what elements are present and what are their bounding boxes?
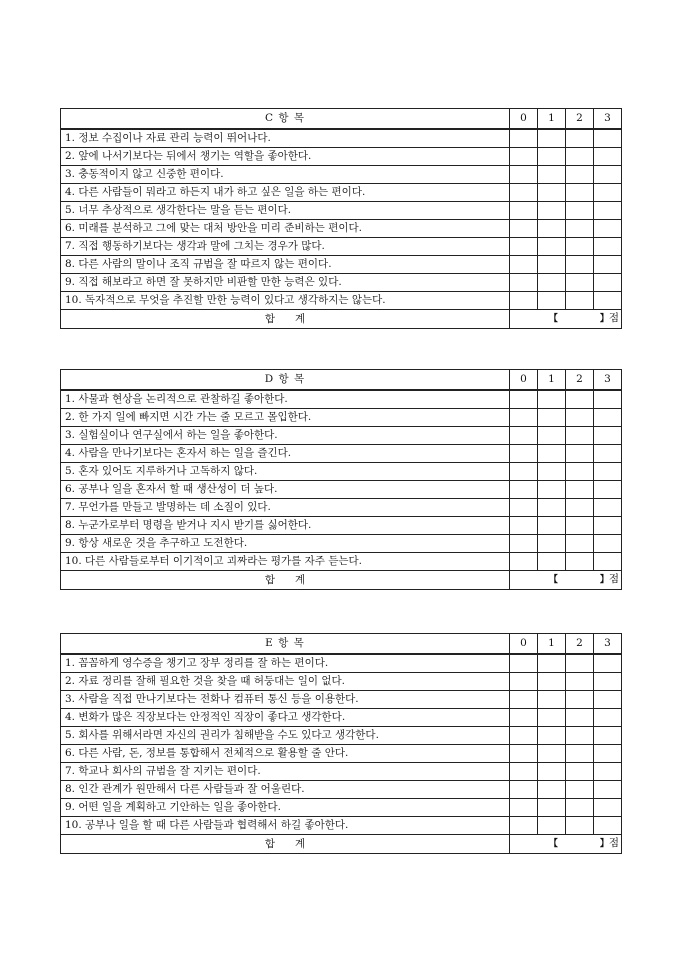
sum-label: 합 계	[61, 310, 510, 329]
item-row	[61, 799, 622, 817]
score-cell-2[interactable]	[566, 781, 594, 799]
item-row	[61, 517, 622, 535]
score-cell-0[interactable]	[510, 238, 538, 256]
score-cell-1[interactable]	[538, 390, 566, 409]
score-unit: 점	[608, 837, 619, 849]
item-row	[61, 220, 622, 238]
score-cell-2[interactable]	[566, 535, 594, 553]
item-text: 4. 사람을 만나기보다는 혼자서 하는 일을 즐긴다.	[61, 445, 510, 463]
section-c	[60, 108, 621, 329]
score-cell-1[interactable]	[538, 499, 566, 517]
item-row	[61, 763, 622, 781]
bracket-close: 】	[599, 575, 609, 585]
score-cell-0[interactable]	[510, 709, 538, 727]
score-cell-1[interactable]	[538, 745, 566, 763]
item-text: 2. 자료 정리를 잘해 필요한 것을 찾을 때 허둥대는 일이 없다.	[61, 673, 510, 691]
item-text: 3. 사람을 직접 만나기보다는 전화나 컴퓨터 통신 등을 이용한다.	[61, 691, 510, 709]
score-cell-2[interactable]	[566, 481, 594, 499]
score-cell-3[interactable]	[594, 535, 622, 553]
item-row	[61, 166, 622, 184]
header-row	[61, 370, 622, 391]
score-cell-0[interactable]	[510, 817, 538, 835]
score-cell-3[interactable]	[594, 799, 622, 817]
score-cell-1[interactable]	[538, 148, 566, 166]
score-cell-3[interactable]	[594, 817, 622, 835]
item-row	[61, 445, 622, 463]
item-text: 10. 독자적으로 무엇을 추진할 만한 능력이 있다고 생각하지는 않는다.	[61, 292, 510, 310]
score-cell-2[interactable]	[566, 220, 594, 238]
item-text: 7. 무언가를 만들고 발명하는 데 소질이 있다.	[61, 499, 510, 517]
item-row	[61, 390, 622, 409]
score-header-0: 0	[510, 109, 538, 130]
score-cell-0[interactable]	[510, 184, 538, 202]
score-cell-3[interactable]	[594, 148, 622, 166]
item-row	[61, 427, 622, 445]
item-row	[61, 202, 622, 220]
score-cell-0[interactable]	[510, 481, 538, 499]
score-cell-0[interactable]	[510, 799, 538, 817]
score-cell-1[interactable]	[538, 256, 566, 274]
score-cell-2[interactable]	[566, 745, 594, 763]
score-cell-0[interactable]	[510, 463, 538, 481]
score-cell-0[interactable]	[510, 409, 538, 427]
bracket-close: 】	[599, 839, 609, 849]
score-header-2: 2	[566, 109, 594, 130]
item-text: 9. 직접 해보라고 하면 잘 못하지만 비판할 만한 능력은 있다.	[61, 274, 510, 292]
score-cell-0[interactable]	[510, 390, 538, 409]
total-score-field[interactable]	[510, 310, 622, 329]
score-cell-1[interactable]	[538, 535, 566, 553]
score-cell-2[interactable]	[566, 709, 594, 727]
score-cell-1[interactable]	[538, 517, 566, 535]
score-header-0: 0	[510, 634, 538, 655]
score-header-1: 1	[538, 634, 566, 655]
section-d	[60, 369, 621, 590]
score-cell-3[interactable]	[594, 129, 622, 148]
score-cell-1[interactable]	[538, 238, 566, 256]
score-cell-0[interactable]	[510, 763, 538, 781]
item-text: 1. 사물과 현상을 논리적으로 관찰하길 좋아한다.	[61, 390, 510, 409]
item-row	[61, 238, 622, 256]
score-cell-2[interactable]	[566, 654, 594, 673]
item-text: 10. 다른 사람들로부터 이기적이고 괴짜라는 평가를 자주 듣는다.	[61, 553, 510, 571]
score-header-3: 3	[594, 370, 622, 391]
score-cell-0[interactable]	[510, 427, 538, 445]
item-row	[61, 745, 622, 763]
item-row	[61, 691, 622, 709]
item-row	[61, 499, 622, 517]
score-cell-0[interactable]	[510, 553, 538, 571]
score-cell-3[interactable]	[594, 409, 622, 427]
item-row	[61, 481, 622, 499]
score-cell-3[interactable]	[594, 517, 622, 535]
item-row	[61, 727, 622, 745]
score-cell-2[interactable]	[566, 727, 594, 745]
item-text: 8. 다른 사람의 말이나 조직 규범을 잘 따르지 않는 편이다.	[61, 256, 510, 274]
score-cell-3[interactable]	[594, 709, 622, 727]
item-row	[61, 409, 622, 427]
item-text: 5. 혼자 있어도 지루하거나 고독하지 않다.	[61, 463, 510, 481]
score-cell-0[interactable]	[510, 129, 538, 148]
score-cell-0[interactable]	[510, 166, 538, 184]
score-cell-3[interactable]	[594, 499, 622, 517]
score-cell-1[interactable]	[538, 427, 566, 445]
score-cell-3[interactable]	[594, 427, 622, 445]
score-cell-3[interactable]	[594, 553, 622, 571]
item-text: 1. 정보 수집이나 자료 관리 능력이 뛰어나다.	[61, 129, 510, 148]
score-cell-3[interactable]	[594, 256, 622, 274]
score-unit: 점	[608, 312, 619, 324]
score-cell-2[interactable]	[566, 817, 594, 835]
item-row	[61, 673, 622, 691]
score-cell-2[interactable]	[566, 409, 594, 427]
score-header-1: 1	[538, 109, 566, 130]
score-cell-1[interactable]	[538, 781, 566, 799]
score-cell-3[interactable]	[594, 166, 622, 184]
score-cell-3[interactable]	[594, 727, 622, 745]
item-text: 2. 한 가지 일에 빠지면 시간 가는 줄 모르고 몰입한다.	[61, 409, 510, 427]
score-cell-3[interactable]	[594, 390, 622, 409]
score-cell-2[interactable]	[566, 292, 594, 310]
score-cell-2[interactable]	[566, 166, 594, 184]
item-row	[61, 817, 622, 835]
score-header-3: 3	[594, 634, 622, 655]
item-text: 3. 실험실이나 연구실에서 하는 일을 좋아한다.	[61, 427, 510, 445]
score-cell-1[interactable]	[538, 553, 566, 571]
score-header-1: 1	[538, 370, 566, 391]
score-cell-0[interactable]	[510, 148, 538, 166]
item-row	[61, 184, 622, 202]
score-cell-1[interactable]	[538, 691, 566, 709]
score-cell-0[interactable]	[510, 445, 538, 463]
score-cell-3[interactable]	[594, 202, 622, 220]
item-row	[61, 781, 622, 799]
header-row	[61, 634, 622, 655]
score-cell-3[interactable]	[594, 781, 622, 799]
bracket-open: 【	[548, 839, 558, 849]
score-header-2: 2	[566, 370, 594, 391]
score-cell-1[interactable]	[538, 184, 566, 202]
item-row	[61, 535, 622, 553]
item-text: 7. 직접 행동하기보다는 생각과 말에 그치는 경우가 많다.	[61, 238, 510, 256]
score-cell-0[interactable]	[510, 535, 538, 553]
score-cell-2[interactable]	[566, 256, 594, 274]
header-row	[61, 109, 622, 130]
section-title: D 항 목	[61, 370, 510, 391]
score-cell-3[interactable]	[594, 445, 622, 463]
item-text: 6. 공부나 일을 혼자서 할 때 생산성이 더 높다.	[61, 481, 510, 499]
score-unit: 점	[608, 573, 619, 585]
score-cell-2[interactable]	[566, 553, 594, 571]
score-cell-2[interactable]	[566, 129, 594, 148]
score-cell-3[interactable]	[594, 463, 622, 481]
score-cell-2[interactable]	[566, 463, 594, 481]
score-cell-2[interactable]	[566, 202, 594, 220]
item-text: 4. 변화가 많은 직장보다는 안정적인 직장이 좋다고 생각한다.	[61, 709, 510, 727]
score-cell-1[interactable]	[538, 463, 566, 481]
score-cell-1[interactable]	[538, 673, 566, 691]
score-cell-0[interactable]	[510, 220, 538, 238]
item-text: 10. 공부나 일을 할 때 다른 사람들과 협력해서 하길 좋아한다.	[61, 817, 510, 835]
item-row	[61, 709, 622, 727]
score-cell-3[interactable]	[594, 654, 622, 673]
score-cell-0[interactable]	[510, 256, 538, 274]
item-text: 3. 충동적이지 않고 신중한 편이다.	[61, 166, 510, 184]
score-cell-0[interactable]	[510, 274, 538, 292]
score-cell-2[interactable]	[566, 763, 594, 781]
item-text: 5. 너무 추상적으로 생각한다는 말을 듣는 편이다.	[61, 202, 510, 220]
score-cell-1[interactable]	[538, 817, 566, 835]
bracket-close: 】	[599, 314, 609, 324]
score-cell-2[interactable]	[566, 148, 594, 166]
score-cell-2[interactable]	[566, 238, 594, 256]
sum-label: 합 계	[61, 835, 510, 854]
total-score-field[interactable]	[510, 571, 622, 590]
sum-row	[61, 571, 622, 590]
score-cell-0[interactable]	[510, 499, 538, 517]
item-row	[61, 292, 622, 310]
score-cell-2[interactable]	[566, 390, 594, 409]
item-row	[61, 256, 622, 274]
score-cell-1[interactable]	[538, 129, 566, 148]
score-cell-1[interactable]	[538, 727, 566, 745]
score-cell-0[interactable]	[510, 691, 538, 709]
score-cell-0[interactable]	[510, 673, 538, 691]
item-row	[61, 274, 622, 292]
score-cell-3[interactable]	[594, 673, 622, 691]
score-cell-3[interactable]	[594, 220, 622, 238]
item-text: 4. 다른 사람들이 뭐라고 하든지 내가 하고 싶은 일을 하는 편이다.	[61, 184, 510, 202]
checklist-table-c	[60, 108, 622, 329]
item-row	[61, 129, 622, 148]
item-text: 6. 다른 사람, 돈, 정보를 통합해서 전체적으로 활용할 줄 안다.	[61, 745, 510, 763]
total-score-field[interactable]	[510, 835, 622, 854]
item-row	[61, 654, 622, 673]
sum-row	[61, 310, 622, 329]
score-cell-2[interactable]	[566, 517, 594, 535]
score-cell-3[interactable]	[594, 184, 622, 202]
score-cell-2[interactable]	[566, 691, 594, 709]
section-title: E 항 목	[61, 634, 510, 655]
score-cell-3[interactable]	[594, 238, 622, 256]
checklist-table-e	[60, 633, 622, 854]
score-cell-1[interactable]	[538, 274, 566, 292]
score-cell-3[interactable]	[594, 274, 622, 292]
item-text: 1. 꼼꼼하게 영수증을 챙기고 장부 정리를 잘 하는 편이다.	[61, 654, 510, 673]
score-cell-2[interactable]	[566, 274, 594, 292]
score-cell-0[interactable]	[510, 202, 538, 220]
score-cell-2[interactable]	[566, 673, 594, 691]
score-cell-3[interactable]	[594, 691, 622, 709]
score-cell-1[interactable]	[538, 220, 566, 238]
score-cell-0[interactable]	[510, 292, 538, 310]
bracket-open: 【	[548, 314, 558, 324]
score-cell-2[interactable]	[566, 184, 594, 202]
sum-label: 합 계	[61, 571, 510, 590]
item-text: 2. 앞에 나서기보다는 뒤에서 챙기는 역할을 좋아한다.	[61, 148, 510, 166]
score-header-0: 0	[510, 370, 538, 391]
item-row	[61, 463, 622, 481]
score-cell-0[interactable]	[510, 745, 538, 763]
score-cell-0[interactable]	[510, 781, 538, 799]
checklist-table-d	[60, 369, 622, 590]
bracket-open: 【	[548, 575, 558, 585]
score-cell-1[interactable]	[538, 292, 566, 310]
item-text: 8. 인간 관계가 원만해서 다른 사람들과 잘 어울린다.	[61, 781, 510, 799]
item-text: 5. 회사를 위해서라면 자신의 권리가 침해받을 수도 있다고 생각한다.	[61, 727, 510, 745]
section-e	[60, 633, 621, 854]
score-header-3: 3	[594, 109, 622, 130]
score-cell-2[interactable]	[566, 445, 594, 463]
score-cell-3[interactable]	[594, 763, 622, 781]
score-cell-1[interactable]	[538, 481, 566, 499]
item-text: 8. 누군가로부터 명령을 받거나 지시 받기를 싫어한다.	[61, 517, 510, 535]
score-cell-0[interactable]	[510, 727, 538, 745]
score-cell-1[interactable]	[538, 763, 566, 781]
item-row	[61, 553, 622, 571]
item-text: 9. 항상 새로운 것을 추구하고 도전한다.	[61, 535, 510, 553]
item-text: 9. 어떤 일을 계획하고 기안하는 일을 좋아한다.	[61, 799, 510, 817]
item-text: 6. 미래를 분석하고 그에 맞는 대처 방안을 미리 준비하는 편이다.	[61, 220, 510, 238]
score-cell-1[interactable]	[538, 654, 566, 673]
sum-row	[61, 835, 622, 854]
score-cell-1[interactable]	[538, 166, 566, 184]
score-cell-1[interactable]	[538, 445, 566, 463]
score-cell-1[interactable]	[538, 709, 566, 727]
score-cell-2[interactable]	[566, 427, 594, 445]
score-cell-3[interactable]	[594, 481, 622, 499]
section-title: C 항 목	[61, 109, 510, 130]
score-cell-3[interactable]	[594, 292, 622, 310]
score-cell-1[interactable]	[538, 409, 566, 427]
score-header-2: 2	[566, 634, 594, 655]
score-cell-0[interactable]	[510, 517, 538, 535]
score-cell-0[interactable]	[510, 654, 538, 673]
score-cell-1[interactable]	[538, 202, 566, 220]
item-text: 7. 학교나 회사의 규범을 잘 지키는 편이다.	[61, 763, 510, 781]
item-row	[61, 148, 622, 166]
score-cell-1[interactable]	[538, 799, 566, 817]
score-cell-3[interactable]	[594, 745, 622, 763]
score-cell-2[interactable]	[566, 499, 594, 517]
score-cell-2[interactable]	[566, 799, 594, 817]
